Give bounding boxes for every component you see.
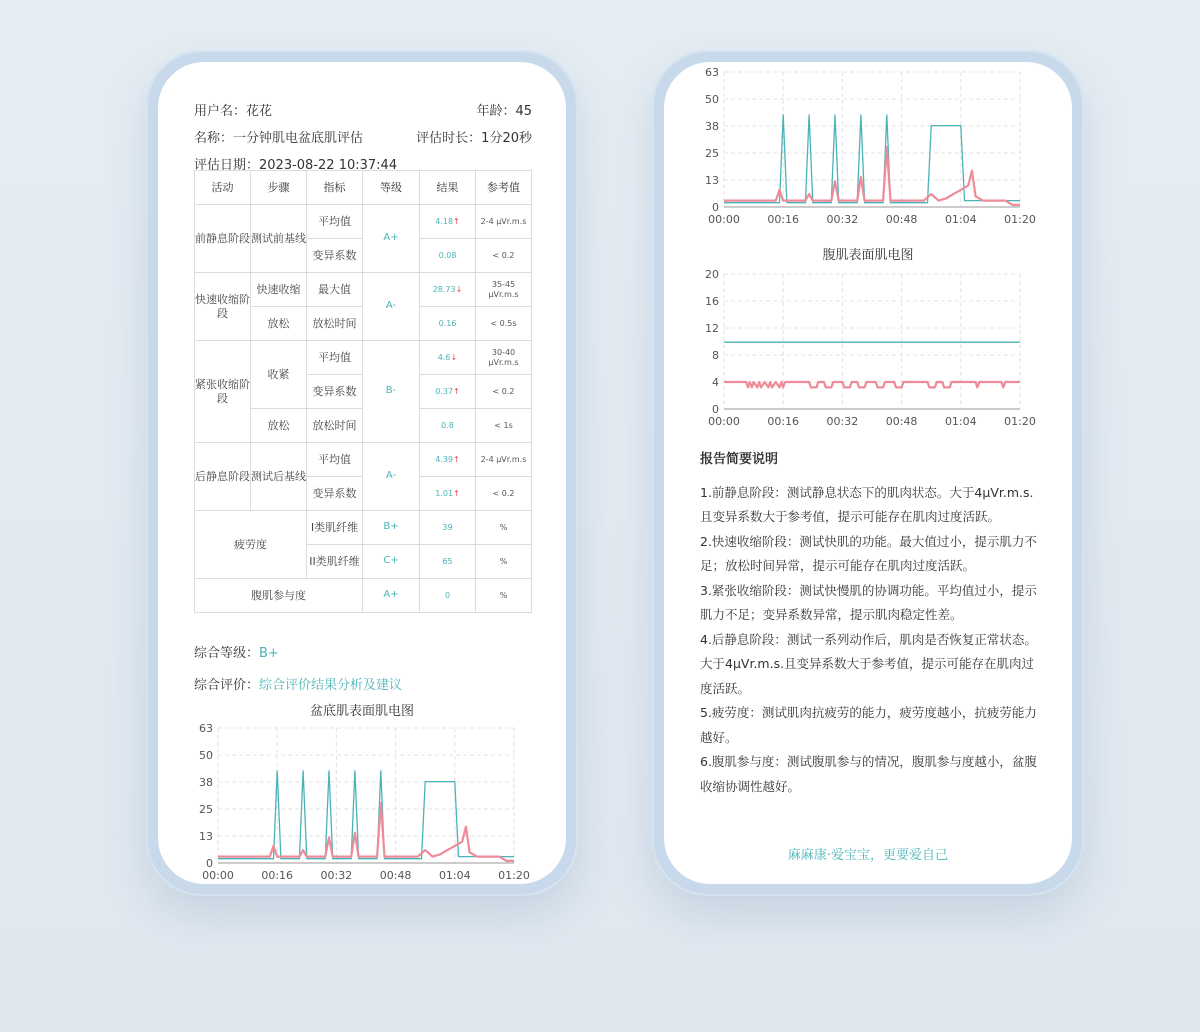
grade-cell: A-: [363, 443, 420, 511]
overall-eval-label: 综合评价：: [194, 678, 260, 693]
phone-frame-right: [652, 50, 1084, 896]
reference-cell: < 0.2: [476, 239, 532, 273]
date-value: 2023-08-22 10:37:44: [259, 158, 398, 173]
metric-cell: 放松时间: [307, 307, 363, 341]
metric-cell: 变异系数: [307, 239, 363, 273]
grade-cell: A+: [363, 205, 420, 273]
table-row: [195, 511, 532, 545]
assessment-name-row: [194, 127, 363, 146]
assessment-name-label: 名称：: [194, 131, 234, 146]
metric-cell: 放松时间: [307, 409, 363, 443]
note-item: 6.腹肌参与度：测试腹肌参与的情况，腹肌参与度越小，盆腹收缩协调性越好。: [700, 754, 1037, 794]
pelvic-emg-chart: [158, 716, 566, 884]
report-notes: [700, 448, 1045, 799]
y-tick-label: 63: [705, 66, 719, 79]
grade-cell: A+: [363, 579, 420, 613]
reference-cell: < 1s: [476, 409, 532, 443]
username-row: [194, 100, 272, 119]
result-cell: 4.18↑: [420, 205, 476, 239]
y-tick-label: 50: [199, 749, 213, 762]
x-tick-label: 00:00: [202, 869, 234, 882]
y-tick-label: 0: [206, 857, 213, 870]
reference-cell: 2-4 μVr.m.s: [476, 205, 532, 239]
y-tick-label: 25: [705, 147, 719, 160]
duration-value: 1分20秒: [481, 131, 532, 146]
y-tick-label: 12: [705, 322, 719, 335]
x-tick-label: 00:48: [885, 213, 918, 226]
step-cell: 测试后基线: [251, 443, 307, 511]
step-cell: 测试前基线: [251, 205, 307, 273]
series-line: [218, 803, 514, 861]
result-cell: 1.01↑: [420, 477, 476, 511]
step-cell: 放松: [251, 409, 307, 443]
y-tick-label: 25: [199, 803, 213, 816]
result-cell: 39: [420, 511, 476, 545]
header-grade: 等级: [363, 171, 420, 205]
x-tick-label: 00:32: [320, 869, 353, 882]
result-cell: 4.39↑: [420, 443, 476, 477]
result-cell: 0.16: [420, 307, 476, 341]
arrow-up-icon: ↑: [453, 488, 460, 498]
reference-cell: < 0.2: [476, 375, 532, 409]
grade-cell: A-: [363, 273, 420, 341]
grade-cell: B+: [363, 511, 420, 545]
username-value: 花花: [246, 104, 273, 119]
x-tick-label: 01:04: [944, 415, 977, 428]
username-label: 用户名：: [194, 104, 247, 119]
duration-row: [416, 127, 532, 146]
notes-heading: 报告简要说明: [700, 452, 779, 467]
step-cell: 放松: [251, 307, 307, 341]
y-tick-label: 0: [712, 201, 719, 214]
abdominal-chart-title: 腹肌表面肌电图: [822, 248, 914, 263]
series-line: [724, 147, 1020, 205]
note-item: 2.快速收缩阶段：测试快肌的功能。最大值过小，提示肌力不足；放松时间异常，提示可能存在肌肉过度活跃。: [700, 533, 1037, 573]
note-item: 4.后静息阶段：测试一系列动作后，肌肉是否恢复正常状态。大于4μVr.m.s.且变异系数大于参考值，提示可能存在肌肉过度活跃。: [700, 631, 1037, 696]
x-tick-label: 00:16: [261, 869, 294, 882]
x-tick-label: 00:16: [767, 213, 800, 226]
activity-cell: 后静息阶段: [195, 443, 251, 511]
header-metric: 指标: [307, 171, 363, 205]
header-activity: 活动: [195, 171, 251, 205]
overall-grade-row: [194, 642, 279, 661]
step-cell: 收紧: [251, 341, 307, 409]
arrow-down-icon: ↓: [450, 352, 458, 362]
arrow-up-icon: ↑: [453, 216, 460, 226]
metric-cell: 变异系数: [307, 375, 363, 409]
result-cell: 28.73↓: [420, 273, 476, 307]
series-line: [724, 382, 1020, 387]
report-screen-left: [158, 62, 566, 884]
assessment-table: [194, 170, 532, 613]
arrow-down-icon: ↓: [455, 284, 463, 294]
overall-grade-value: B+: [259, 646, 279, 661]
y-tick-label: 8: [712, 349, 719, 362]
age-row: [476, 100, 532, 119]
header-step: 步骤: [251, 171, 307, 205]
result-cell: 65: [420, 545, 476, 579]
activity-cell: 快速收缩阶段: [195, 273, 251, 341]
note-item: 5.疲劳度：测试肌肉抗疲劳的能力，疲劳度越小，抗疲劳能力越好。: [700, 705, 1037, 745]
x-tick-label: 00:48: [379, 869, 412, 882]
y-tick-label: 13: [705, 174, 719, 187]
x-tick-label: 01:20: [1004, 415, 1036, 428]
pelvic-chart-title: 盆底肌表面肌电图: [309, 704, 414, 719]
activity-cell: 前静息阶段: [195, 205, 251, 273]
date-label: 评估日期：: [194, 158, 260, 173]
y-tick-label: 0: [712, 403, 719, 416]
result-cell: 4.6↓: [420, 341, 476, 375]
activity-cell: 紧张收缩阶段: [195, 341, 251, 443]
x-tick-label: 01:04: [438, 869, 471, 882]
report-screen-right: [664, 62, 1072, 884]
reference-cell: %: [476, 545, 532, 579]
x-tick-label: 01:04: [944, 213, 977, 226]
y-tick-label: 38: [705, 120, 719, 133]
metric-cell: 平均值: [307, 443, 363, 477]
header-result: 结果: [420, 171, 476, 205]
grade-cell: C+: [363, 545, 420, 579]
x-tick-label: 01:20: [1004, 213, 1036, 226]
table-header-row: [195, 171, 532, 205]
overall-eval-row: [194, 674, 402, 693]
y-tick-label: 63: [199, 722, 213, 735]
reference-cell: 35-45 μVr.m.s: [476, 273, 532, 307]
arrow-up-icon: ↑: [453, 454, 460, 464]
x-tick-label: 00:16: [767, 415, 800, 428]
x-tick-label: 00:00: [708, 213, 740, 226]
reference-cell: 30-40 μVr.m.s: [476, 341, 532, 375]
overall-grade-label: 综合等级：: [194, 646, 260, 661]
assessment-name-value: 一分钟肌电盆底肌评估: [233, 131, 364, 146]
reference-cell: < 0.5s: [476, 307, 532, 341]
y-tick-label: 4: [712, 376, 719, 389]
metric-cell: 变异系数: [307, 477, 363, 511]
metric-cell: II类肌纤维: [307, 545, 363, 579]
metric-cell: 平均值: [307, 341, 363, 375]
activity-cell: 疲劳度: [195, 511, 307, 579]
table-row: [195, 443, 532, 477]
table-row: [195, 341, 532, 375]
result-cell: 0.8: [420, 409, 476, 443]
x-tick-label: 00:00: [708, 415, 740, 428]
result-cell: 0.08: [420, 239, 476, 273]
age-value: 45: [515, 104, 532, 119]
y-tick-label: 13: [199, 830, 213, 843]
y-tick-label: 50: [705, 93, 719, 106]
metric-cell: I类肌纤维: [307, 511, 363, 545]
table-row: [195, 205, 532, 239]
y-tick-label: 20: [705, 268, 719, 281]
eval-analysis-link[interactable]: 综合评价结果分析及建议: [259, 678, 403, 693]
note-item: 3.紧张收缩阶段：测试快慢肌的协调功能。平均值过小，提示肌力不足；变异系数异常，提示肌肉稳定性差。: [700, 582, 1037, 622]
phone-frame-left: [146, 50, 578, 896]
arrow-up-icon: ↑: [453, 386, 460, 396]
x-tick-label: 01:20: [498, 869, 530, 882]
reference-cell: %: [476, 579, 532, 613]
slogan-footer: 麻麻康·爱宝宝，更要爱自己: [787, 848, 949, 863]
y-tick-label: 38: [199, 776, 213, 789]
metric-cell: 平均值: [307, 205, 363, 239]
age-label: 年龄：: [476, 104, 516, 119]
table-row: [195, 273, 532, 307]
header-reference: 参考值: [476, 171, 532, 205]
pelvic-emg-chart-continued: [664, 62, 1072, 232]
activity-cell: 腹肌参与度: [195, 579, 363, 613]
note-item: 1.前静息阶段：测试静息状态下的肌肉状态。大于4μVr.m.s.且变异系数大于参考值，提示可能存在肌肉过度活跃。: [700, 484, 1034, 524]
reference-cell: < 0.2: [476, 477, 532, 511]
reference-cell: 2-4 μVr.m.s: [476, 443, 532, 477]
reference-cell: %: [476, 511, 532, 545]
grade-cell: B-: [363, 341, 420, 443]
x-tick-label: 00:48: [885, 415, 918, 428]
table-row: [195, 579, 532, 613]
x-tick-label: 00:32: [826, 415, 859, 428]
step-cell: 快速收缩: [251, 273, 307, 307]
metric-cell: 最大值: [307, 273, 363, 307]
x-tick-label: 00:32: [826, 213, 859, 226]
abdominal-emg-chart: [664, 262, 1072, 434]
y-tick-label: 16: [705, 295, 719, 308]
result-cell: 0: [420, 579, 476, 613]
result-cell: 0.37↑: [420, 375, 476, 409]
duration-label: 评估时长：: [416, 131, 482, 146]
